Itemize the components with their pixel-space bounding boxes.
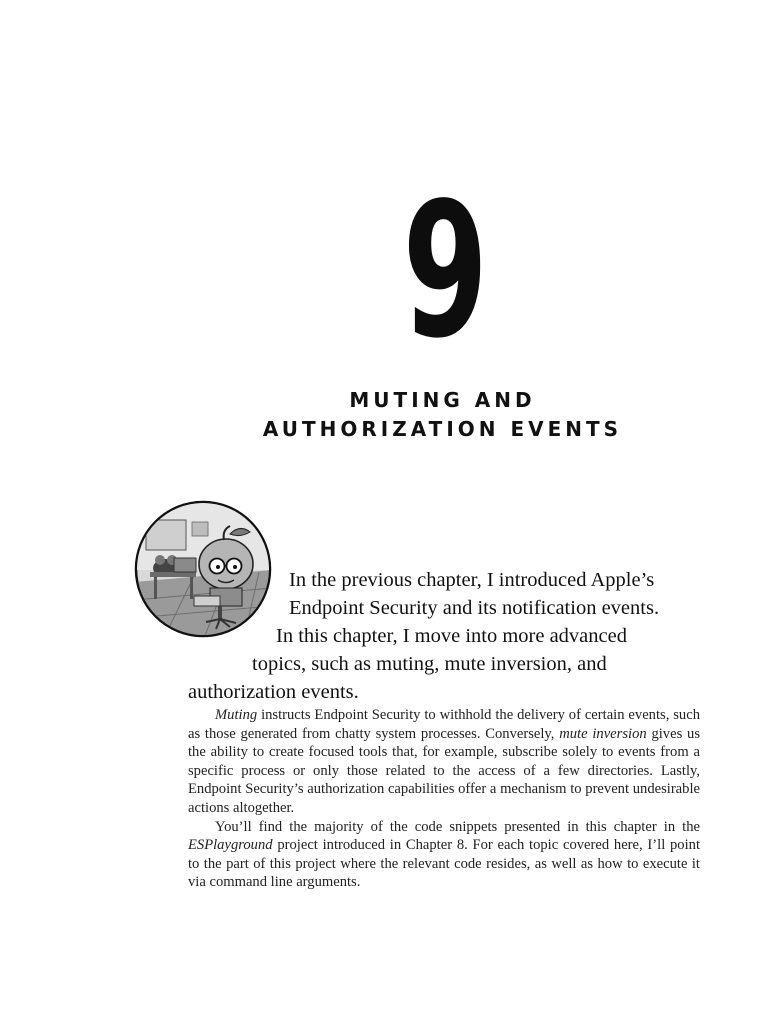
term-mute-inversion: mute inversion bbox=[559, 725, 647, 742]
body-text bbox=[188, 706, 700, 892]
intro-line-1: In the previous chapter, I introduced Apple’s bbox=[289, 569, 655, 591]
chapter-title-line-1: MUTING AND bbox=[349, 388, 536, 412]
paragraph-code-text-2: project introduced in Chapter 8. For each topic covered here, I’ll point to the part of this project where the relevant code resides, as well as how to execute it via command line arguments. bbox=[188, 837, 700, 891]
intro-line-2: Endpoint Security and its notification events. bbox=[289, 597, 660, 619]
paragraph-muting-text-1: instructs Endpoint Security to withhold the delivery of certain events, such as those generated from chatty system processes. Conversely, bbox=[188, 707, 700, 742]
paragraph-code-snippets bbox=[188, 818, 700, 892]
chapter-title bbox=[0, 386, 770, 444]
term-muting: Muting bbox=[215, 707, 258, 723]
chapter-number: 9 bbox=[402, 162, 486, 379]
paragraph-muting-text-2: gives us the ability to create focused tools that, for example, subscribe solely to events from a specific process or only those related to the access of a few directories. Lastly, Endpoint Security’s authorization capabilities offer a mechanism to prevent undesirable actions altogether. bbox=[188, 725, 701, 816]
chapter-title-line-2: AUTHORIZATION EVENTS bbox=[262, 417, 623, 441]
paragraph-muting bbox=[188, 706, 700, 818]
intro-line-4: topics, such as muting, mute inversion, and bbox=[252, 653, 607, 675]
intro-line-5: authorization events. bbox=[188, 681, 359, 703]
chapter-illustration bbox=[134, 500, 272, 638]
intro-line-3: In this chapter, I move into more advanced bbox=[276, 625, 627, 647]
paragraph-code-text-1: You’ll find the majority of the code snippets presented in this chapter in the bbox=[215, 818, 700, 835]
term-esplayground: ESPlayground bbox=[188, 837, 273, 854]
